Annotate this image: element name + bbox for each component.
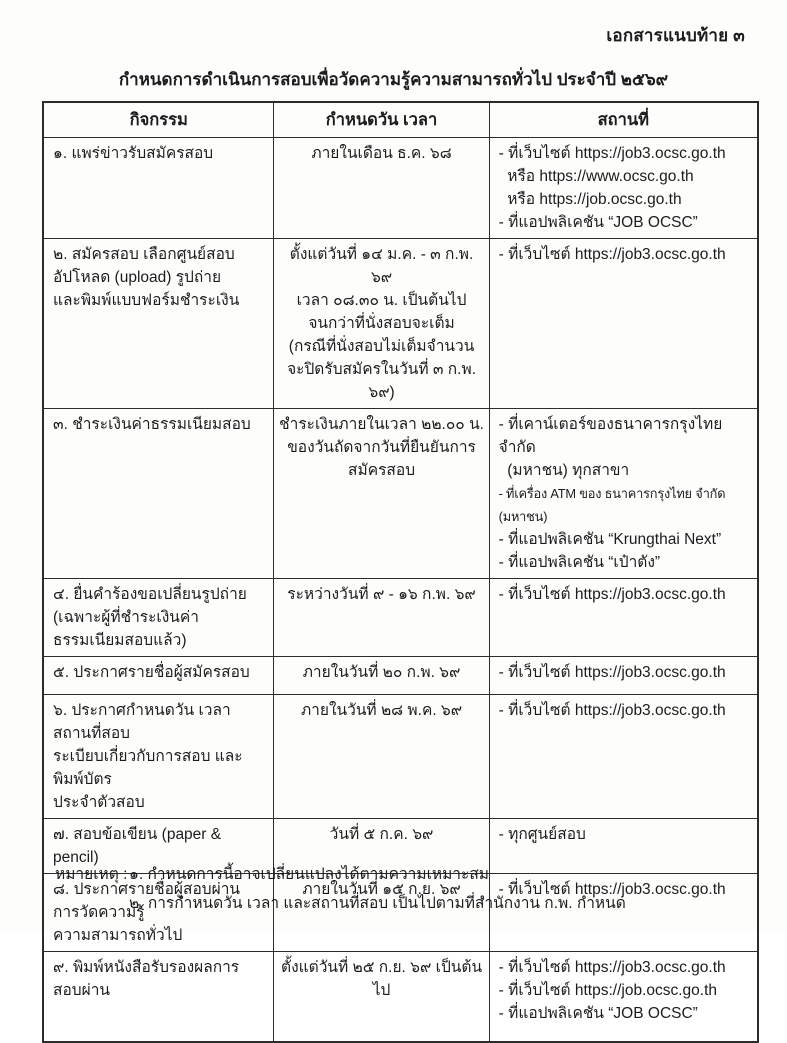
activity-cell	[43, 239, 274, 409]
location-cell	[489, 138, 758, 239]
notes-items	[129, 860, 626, 918]
text-line: - ที่เคาน์เตอร์ของธนาคารกรุงไทย จำกัด	[498, 416, 727, 456]
text-line: หรือ https://job.ocsc.go.th	[498, 191, 682, 208]
table-header-row	[43, 102, 758, 138]
text-line: ภายในวันที่ ๒๘ พ.ค. ๖๙	[300, 702, 463, 719]
schedule-cell	[274, 695, 489, 819]
text-line: - ที่เว็บไซต์ https://job3.ocsc.go.th	[498, 881, 726, 898]
text-line: ความสามารถทั่วไป	[53, 927, 183, 944]
note-line: ๑. กำหนดการนี้อาจเปลี่ยนแปลงได้ตามความเหมาะสม	[129, 866, 490, 883]
activity-cell	[43, 409, 274, 579]
page-title: กำหนดการดำเนินการสอบเพื่อวัดความรู้ความสามารถทั่วไป ประจำปี ๒๕๖๙	[118, 70, 669, 89]
text-line: ๓. ชำระเงินค่าธรรมเนียมสอบ	[53, 416, 251, 433]
schedule-cell	[274, 138, 489, 239]
table-row	[43, 952, 758, 1042]
text-line: ภายในวันที่ ๒๐ ก.พ. ๖๙	[302, 664, 461, 681]
text-line: (เฉพาะผู้ที่ชำระเงินค่าธรรมเนียมสอบแล้ว)	[53, 609, 199, 649]
text-line: - ที่แอปพลิเคชัน “Krungthai Next”	[498, 531, 722, 548]
location-cell	[489, 239, 758, 409]
text-line: เวลา ๐๘.๓๐ น. เป็นต้นไป	[296, 292, 467, 309]
activity-cell	[43, 138, 274, 239]
text-line: ภายในเดือน ธ.ค. ๖๘	[311, 145, 452, 162]
text-line: จะปิดรับสมัครในวันที่ ๓ ก.พ. ๖๙)	[287, 361, 481, 401]
text-line: - ที่เว็บไซต์ https://job3.ocsc.go.th	[498, 959, 726, 976]
schedule-cell	[274, 239, 489, 409]
table-row	[43, 138, 758, 239]
note-line: ๒. การกำหนดวัน เวลา และสถานที่สอบ เป็นไปตามที่สำนักงาน ก.พ. กำหนด	[129, 895, 626, 912]
text-line: - ที่เว็บไซต์ https://job3.ocsc.go.th	[498, 145, 726, 162]
text-line: ประจำตัวสอบ	[53, 794, 145, 811]
schedule-cell	[274, 952, 489, 1042]
text-line: วันที่ ๕ ก.ค. ๖๙	[329, 826, 434, 843]
text-line: ตั้งแต่วันที่ ๒๕ ก.ย. ๖๙ เป็นต้นไป	[281, 959, 483, 999]
text-line: - ที่แอปพลิเคชัน “JOB OCSC”	[498, 214, 698, 231]
text-line: ๗. สอบข้อเขียน (paper & pencil)	[53, 826, 226, 866]
text-line: ตั้งแต่วันที่ ๑๔ ม.ค. - ๓ ก.พ. ๖๙	[289, 246, 478, 286]
table-row	[43, 695, 758, 819]
text-line: ระเบียบเกี่ยวกับการสอบ และพิมพ์บัตร	[53, 748, 243, 788]
text-line: ๔. ยื่นคำร้องขอเปลี่ยนรูปถ่าย	[53, 586, 247, 603]
text-line: - ที่เว็บไซต์ https://job3.ocsc.go.th	[498, 246, 726, 263]
activity-cell	[43, 657, 274, 695]
text-line: ๘. ประกาศรายชื่อผู้สอบผ่านการวัดความรู้	[53, 881, 240, 921]
table-row	[43, 657, 758, 695]
text-line: ภายในวันที่ ๑๕ ก.ย. ๖๙	[302, 881, 461, 898]
text-line: - ที่แอปพลิเคชัน “เป๋าตัง”	[498, 554, 661, 571]
schedule-cell	[274, 579, 489, 657]
text-line: ๕. ประกาศรายชื่อผู้สมัครสอบ	[53, 664, 250, 681]
table-row	[43, 239, 758, 409]
attachment-label: เอกสารแนบท้าย ๓	[606, 26, 745, 45]
location-cell	[489, 657, 758, 695]
table-row	[43, 409, 758, 579]
location-cell	[489, 409, 758, 579]
column-header-location: สถานที่	[489, 102, 758, 138]
text-line: หรือ https://www.ocsc.go.th	[498, 168, 694, 185]
text-line: ระหว่างวันที่ ๙ - ๑๖ ก.พ. ๖๙	[287, 586, 476, 603]
text-line: - ที่แอปพลิเคชัน “JOB OCSC”	[498, 1005, 698, 1022]
text-line: - ที่เว็บไซต์ https://job3.ocsc.go.th	[498, 664, 726, 681]
text-line: อัปโหลด (upload) รูปถ่าย	[53, 269, 222, 286]
text-line: - ทุกศูนย์สอบ	[498, 826, 586, 843]
text-line: ๙. พิมพ์หนังสือรับรองผลการสอบผ่าน	[53, 959, 240, 999]
column-header-activity: กิจกรรม	[43, 102, 274, 138]
location-cell	[489, 952, 758, 1042]
text-line: (มหาชน) ทุกสาขา	[498, 462, 630, 479]
column-header-schedule: กำหนดวัน เวลา	[274, 102, 489, 138]
text-line: จนกว่าที่นั่งสอบจะเต็ม	[308, 315, 455, 332]
text-line: และพิมพ์แบบฟอร์มชำระเงิน	[53, 292, 240, 309]
schedule-cell	[274, 409, 489, 579]
activity-cell	[43, 579, 274, 657]
table-row	[43, 579, 758, 657]
location-cell	[489, 579, 758, 657]
text-line: - ที่เว็บไซต์ https://job3.ocsc.go.th	[498, 586, 726, 603]
text-line: - ที่เครื่อง ATM ของ ธนาคารกรุงไทย จำกัด (มหาชน)	[498, 486, 729, 524]
text-line: ของวันถัดจากวันที่ยืนยันการสมัครสอบ	[287, 439, 476, 479]
notes-section	[55, 860, 626, 918]
text-line: ๖. ประกาศกำหนดวัน เวลา สถานที่สอบ	[53, 702, 235, 742]
text-line: - ที่เว็บไซต์ https://job.ocsc.go.th	[498, 982, 718, 999]
text-line: ๑. แพร่ข่าวรับสมัครสอบ	[53, 145, 214, 162]
activity-cell	[43, 952, 274, 1042]
notes-label: หมายเหตุ :	[55, 866, 128, 883]
schedule-cell	[274, 657, 489, 695]
location-cell	[489, 695, 758, 819]
text-line: ๒. สมัครสอบ เลือกศูนย์สอบ	[53, 246, 235, 263]
text-line: - ที่เว็บไซต์ https://job3.ocsc.go.th	[498, 702, 726, 719]
text-line: (กรณีที่นั่งสอบไม่เต็มจำนวน	[288, 338, 475, 355]
text-line: ชำระเงินภายในเวลา ๒๒.๐๐ น.	[279, 416, 484, 433]
activity-cell	[43, 695, 274, 819]
